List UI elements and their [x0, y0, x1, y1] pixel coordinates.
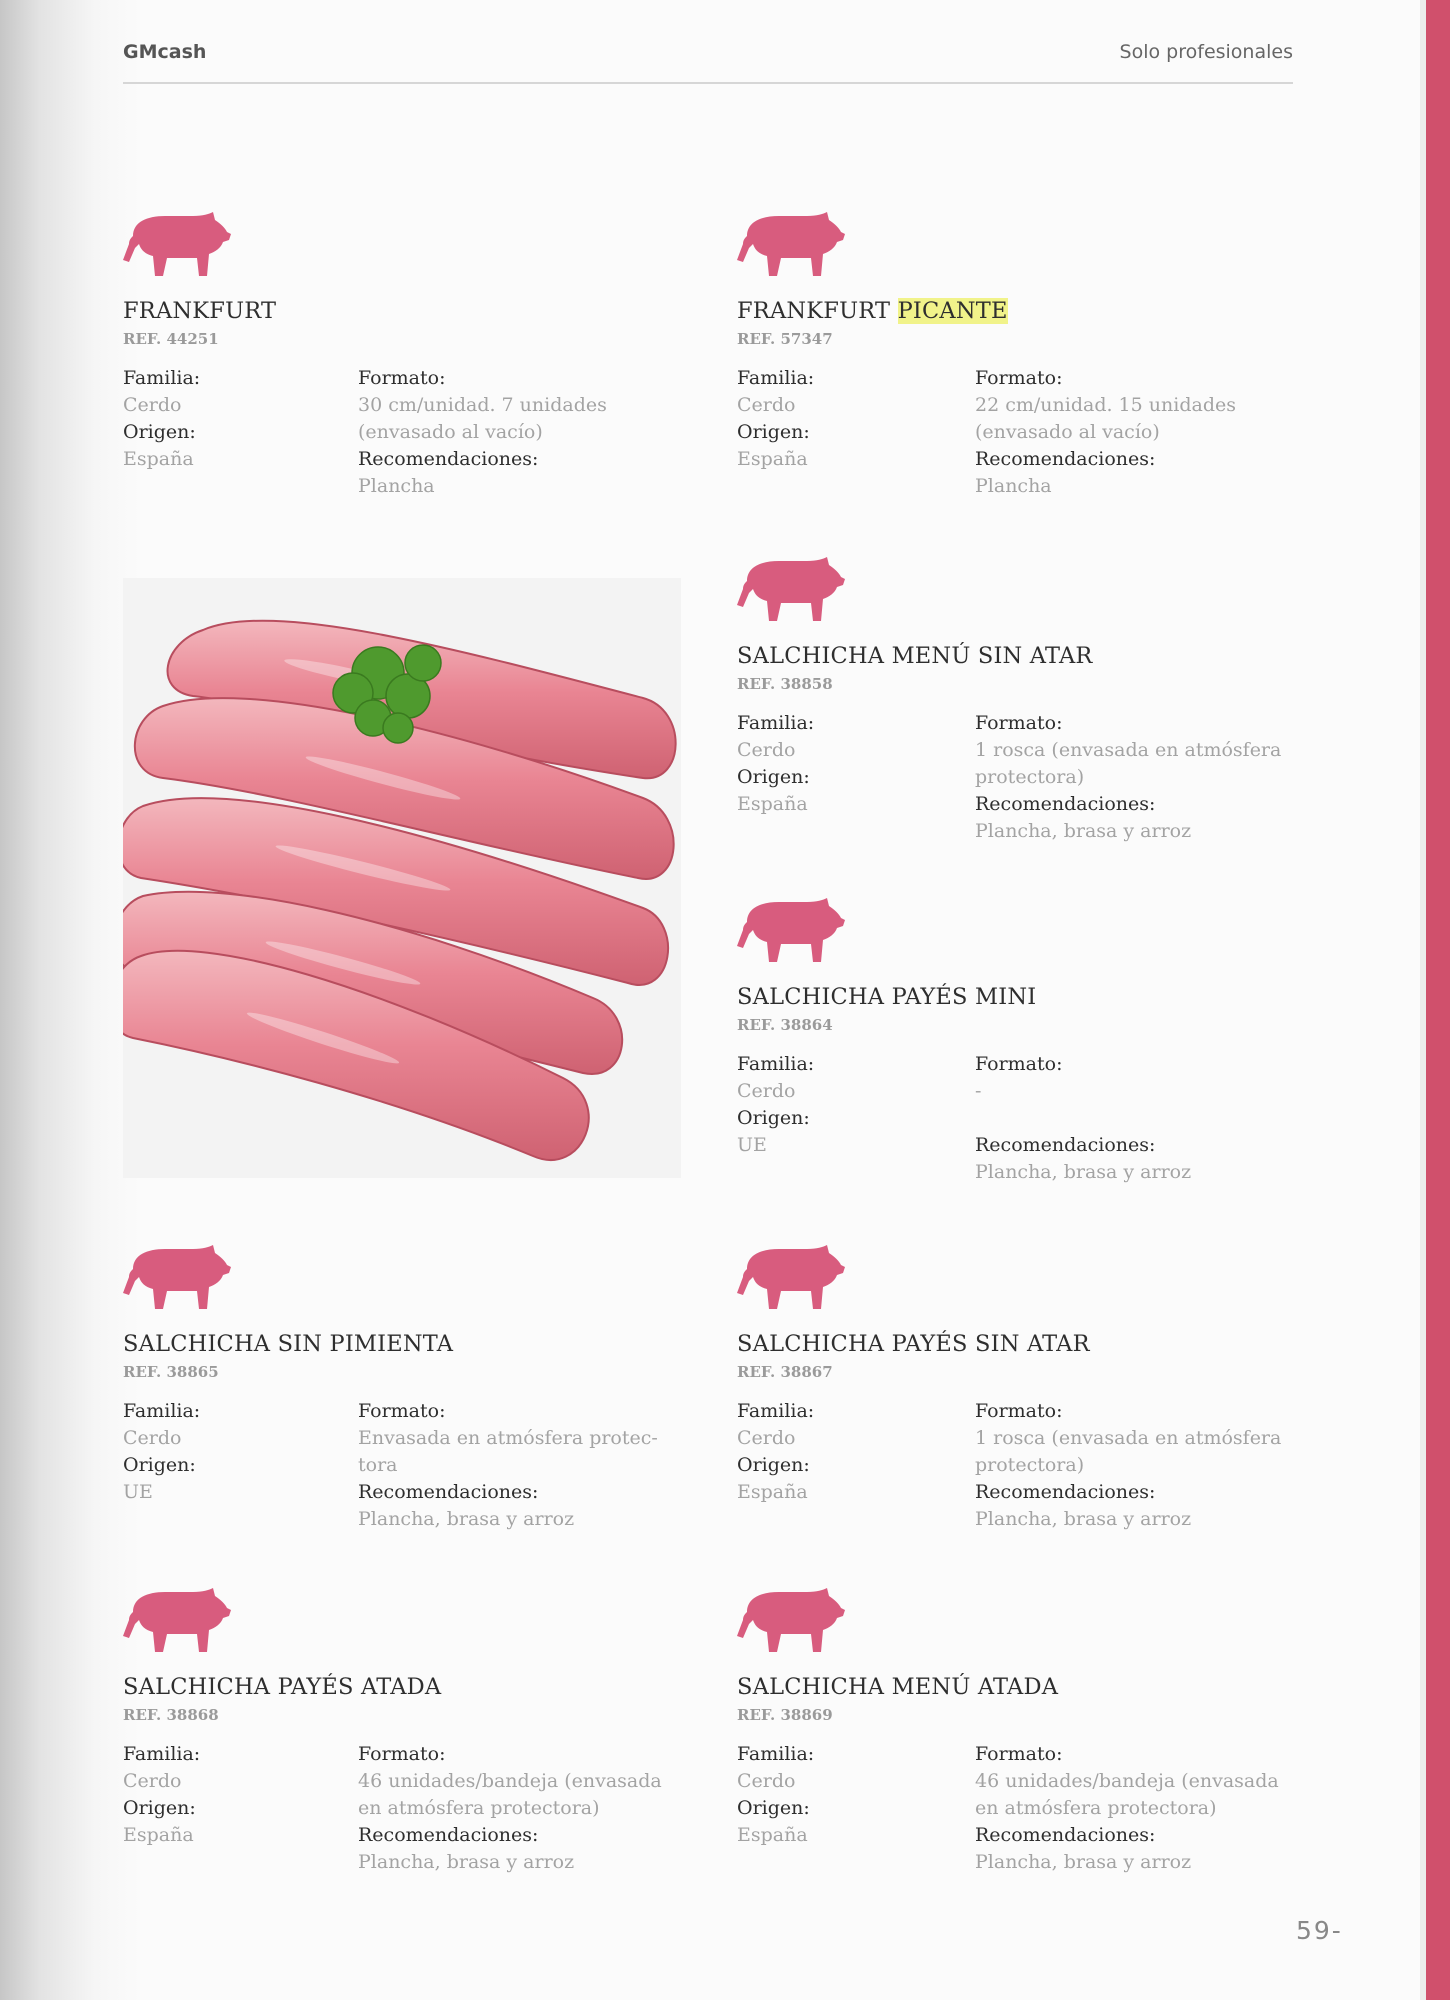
product-ref: REF. 38858: [737, 675, 833, 693]
formato-value-line1: 22 cm/unidad. 15 unidades: [975, 394, 1236, 416]
formato-label: Formato:: [975, 1053, 1063, 1075]
product-card: [123, 1588, 683, 1888]
recomendaciones-label: Recomendaciones:: [358, 1481, 539, 1503]
pig-icon: [737, 898, 845, 966]
pig-silhouette: [737, 1245, 845, 1313]
formato-value-line1: 46 unidades/bandeja (envasada: [358, 1770, 662, 1792]
formato-value-line1: -: [975, 1080, 982, 1102]
pig-silhouette: [123, 1245, 231, 1313]
formato-value-line2: tora: [358, 1454, 398, 1476]
recomendaciones-value: Plancha, brasa y arroz: [358, 1851, 575, 1873]
familia-label: Familia:: [737, 1400, 815, 1422]
product-ref: REF. 44251: [123, 330, 219, 348]
pig-silhouette: [123, 212, 231, 280]
product-name-text: SALCHICHA PAYÉS MINI: [737, 984, 1037, 1010]
origen-value: España: [737, 1824, 808, 1846]
origen-label: Origen:: [737, 421, 810, 443]
formato-value-line1: 1 rosca (envasada en atmósfera: [975, 1427, 1282, 1449]
sausages-photo: [123, 578, 681, 1178]
origen-label: Origen:: [737, 1797, 810, 1819]
page-edge-accent: [1426, 0, 1450, 2000]
product-ref: REF. 38865: [123, 1363, 219, 1381]
header-tagline: Solo profesionales: [1119, 41, 1293, 63]
recomendaciones-label: Recomendaciones:: [358, 448, 539, 470]
product-ref: REF. 57347: [737, 330, 833, 348]
pig-icon: [737, 557, 845, 625]
familia-value: Cerdo: [737, 1080, 796, 1102]
pig-icon: [737, 1245, 845, 1313]
recomendaciones-label: Recomendaciones:: [358, 1824, 539, 1846]
product-card: [737, 1588, 1297, 1888]
pig-silhouette: [737, 557, 845, 625]
page-number: 59-: [1296, 1916, 1343, 1945]
familia-label: Familia:: [737, 712, 815, 734]
formato-value-line1: 1 rosca (envasada en atmósfera: [975, 739, 1282, 761]
product-name-text: SALCHICHA SIN PIMIENTA: [123, 1331, 454, 1357]
familia-value: Cerdo: [737, 739, 796, 761]
formato-value-line1: 46 unidades/bandeja (envasada: [975, 1770, 1279, 1792]
origen-label: Origen:: [737, 1107, 810, 1129]
origen-value: España: [737, 1481, 808, 1503]
brand-name: GMcash: [123, 41, 207, 63]
recomendaciones-value: Plancha, brasa y arroz: [975, 820, 1192, 842]
formato-value-line1: 30 cm/unidad. 7 unidades: [358, 394, 607, 416]
sausages-illustration: [123, 578, 681, 1178]
recomendaciones-value: Plancha, brasa y arroz: [975, 1508, 1192, 1530]
recomendaciones-label: Recomendaciones:: [975, 793, 1156, 815]
origen-value: España: [123, 1824, 194, 1846]
product-ref: REF. 38864: [737, 1016, 833, 1034]
origen-value: España: [123, 448, 194, 470]
page-header: [123, 38, 1293, 84]
product-name-text: SALCHICHA MENÚ ATADA: [737, 1674, 1059, 1700]
product-name-highlight: PICANTE: [897, 298, 1008, 324]
origen-label: Origen:: [123, 421, 196, 443]
recomendaciones-value: Plancha, brasa y arroz: [358, 1508, 575, 1530]
familia-value: Cerdo: [737, 1770, 796, 1792]
product-card: [737, 898, 1297, 1198]
product-card: [737, 1245, 1297, 1545]
product-ref: REF. 38868: [123, 1706, 219, 1724]
familia-value: Cerdo: [123, 1427, 182, 1449]
familia-value: Cerdo: [123, 394, 182, 416]
origen-value: UE: [123, 1481, 153, 1503]
recomendaciones-label: Recomendaciones:: [975, 448, 1156, 470]
pig-icon: [737, 1588, 845, 1656]
product-name: [123, 1674, 441, 1700]
familia-label: Familia:: [737, 1743, 815, 1765]
formato-value-line2: en atmósfera protectora): [975, 1797, 1217, 1819]
origen-value: España: [737, 793, 808, 815]
product-ref: REF. 38869: [737, 1706, 833, 1724]
product-name-text: SALCHICHA PAYÉS SIN ATAR: [737, 1331, 1090, 1357]
pig-silhouette: [123, 1588, 231, 1656]
formato-label: Formato:: [975, 1743, 1063, 1765]
recomendaciones-label: Recomendaciones:: [975, 1134, 1156, 1156]
product-name-text: FRANKFURT: [737, 298, 898, 324]
product-name-text: SALCHICHA PAYÉS ATADA: [123, 1674, 442, 1700]
product-card: [737, 557, 1297, 857]
product-name: [123, 1331, 453, 1357]
product-name: [737, 1331, 1090, 1357]
pig-silhouette: [737, 898, 845, 966]
product-name: [737, 1674, 1058, 1700]
origen-value: España: [737, 448, 808, 470]
formato-value-line2: (envasado al vacío): [975, 421, 1160, 443]
pig-icon: [737, 212, 845, 280]
pig-icon: [123, 212, 231, 280]
familia-value: Cerdo: [737, 1427, 796, 1449]
formato-value-line2: protectora): [975, 1454, 1085, 1476]
product-name-text: SALCHICHA MENÚ SIN ATAR: [737, 643, 1093, 669]
formato-label: Formato:: [358, 367, 446, 389]
familia-label: Familia:: [737, 367, 815, 389]
product-name: [123, 298, 276, 324]
familia-value: Cerdo: [123, 1770, 182, 1792]
recomendaciones-label: Recomendaciones:: [975, 1481, 1156, 1503]
recomendaciones-value: Plancha, brasa y arroz: [975, 1851, 1192, 1873]
familia-value: Cerdo: [737, 394, 796, 416]
pig-icon: [123, 1588, 231, 1656]
formato-label: Formato:: [358, 1400, 446, 1422]
product-ref: REF. 38867: [737, 1363, 833, 1381]
origen-value: UE: [737, 1134, 767, 1156]
product-card: [123, 212, 683, 512]
formato-value-line2: protectora): [975, 766, 1085, 788]
pig-silhouette: [737, 1588, 845, 1656]
pig-icon: [123, 1245, 231, 1313]
origen-label: Origen:: [123, 1454, 196, 1476]
recomendaciones-value: Plancha, brasa y arroz: [975, 1161, 1192, 1183]
familia-label: Familia:: [123, 367, 201, 389]
recomendaciones-value: Plancha: [358, 475, 435, 497]
product-name: [737, 984, 1036, 1010]
origen-label: Origen:: [737, 1454, 810, 1476]
formato-label: Formato:: [975, 1400, 1063, 1422]
origen-label: Origen:: [737, 766, 810, 788]
product-card: [123, 1245, 683, 1545]
product-card: [737, 212, 1297, 512]
product-name: [737, 643, 1093, 669]
formato-label: Formato:: [975, 367, 1063, 389]
formato-label: Formato:: [358, 1743, 446, 1765]
recomendaciones-value: Plancha: [975, 475, 1052, 497]
origen-label: Origen:: [123, 1797, 196, 1819]
familia-label: Familia:: [123, 1400, 201, 1422]
formato-value-line2: en atmósfera protectora): [358, 1797, 600, 1819]
formato-value-line1: Envasada en atmósfera protec-: [358, 1427, 658, 1449]
formato-label: Formato:: [975, 712, 1063, 734]
pig-silhouette: [737, 212, 845, 280]
familia-label: Familia:: [737, 1053, 815, 1075]
familia-label: Familia:: [123, 1743, 201, 1765]
recomendaciones-label: Recomendaciones:: [975, 1824, 1156, 1846]
formato-value-line2: (envasado al vacío): [358, 421, 543, 443]
product-name-text: FRANKFURT: [123, 298, 277, 324]
product-name: [737, 298, 1008, 324]
